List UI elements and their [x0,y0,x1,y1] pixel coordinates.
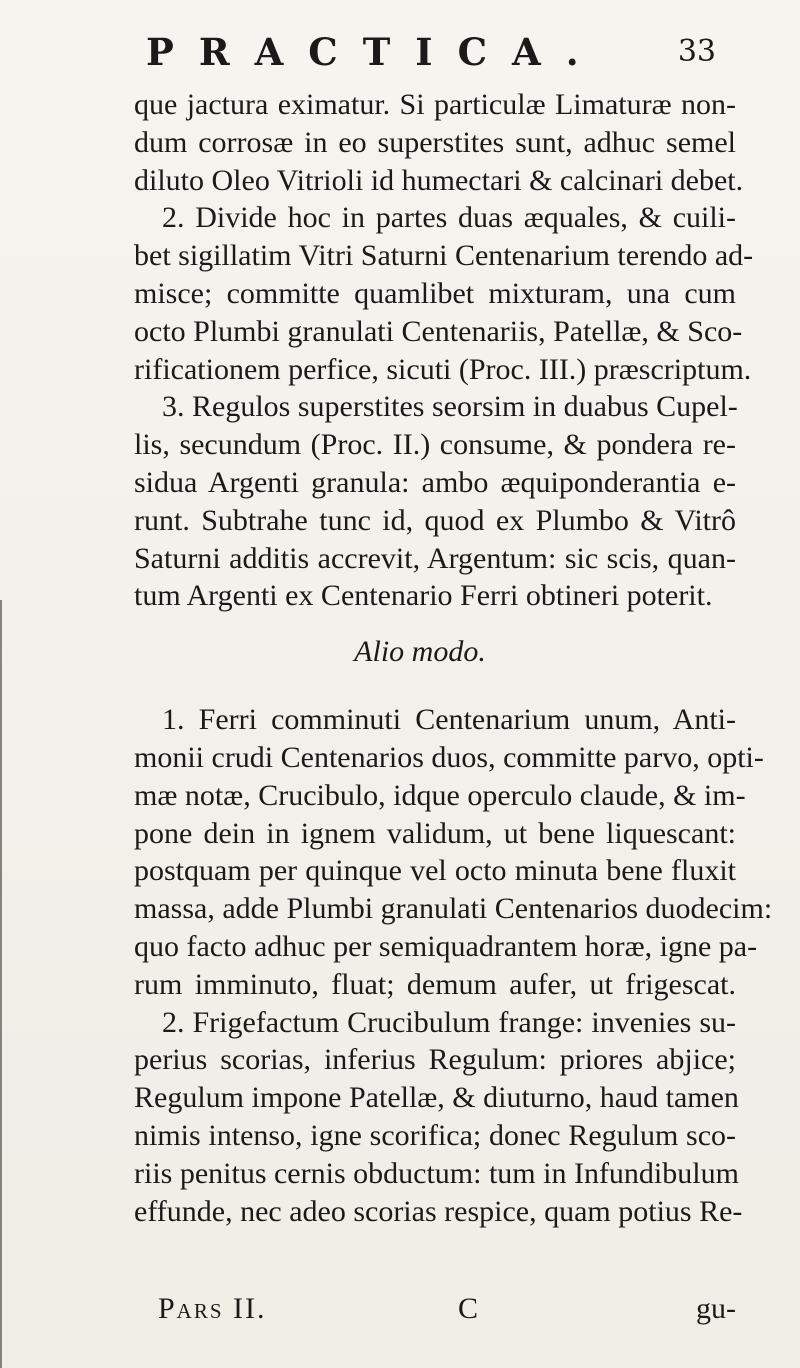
text-line: que jactura eximatur. Si particulæ Limaturæ non- [134,88,736,121]
text-line: 3. Regulos superstites seorsim in duabus Cupel- [162,390,738,424]
body-text [134,86,773,1230]
section-subheading: Alio modo. [354,635,486,669]
text-line: mæ notæ, Crucibulo, idque operculo claude, & im- [134,778,746,812]
text-line: riis penitus cernis obductum: tum in Infundibulum [134,1156,739,1190]
text-line: effunde, nec adeo scorias respice, quam potius Re- [134,1194,743,1228]
text-line: perius scorias, inferius Regulum: priores abjice; [134,1043,736,1077]
text-line: misce; committe quamlibet mixturam, una cum [134,276,736,310]
text-line: Saturni additis accrevit, Argentum: sic scis, quan- [134,541,736,575]
text-line: 2. Frigefactum Crucibulum frange: invenies su- [162,1005,736,1039]
text-line: postquam per quinque vel octo minuta bene fluxit [134,854,736,888]
text-line: quo facto adhuc per semiquadrantem horæ, igne pa- [134,929,758,963]
gathering-mark: C [458,1292,479,1325]
section-text [134,86,754,615]
text-line: rum imminuto, fluat; demum aufer, ut frigescat. [134,967,736,1001]
page-footer [134,1292,736,1332]
text-line: dum corrosæ in eo superstites sunt, adhuc semel [134,125,736,159]
text-line: bet sigillatim Vitri Saturni Centenarium terendo ad- [134,239,754,273]
page-header [146,30,716,76]
text-line: diluto Oleo Vitrioli id humectari & calcinari debet. [134,163,744,197]
section-text [134,701,773,1230]
text-line: pone dein in ignem validum, ut bene liquescant: [134,816,736,850]
text-line: 1. Ferri comminuti Centenarium unum, Anti- [162,703,736,737]
binding-edge [0,600,12,1368]
text-line: massa, adde Plumbi granulati Centenarios duodecim: [134,892,773,926]
text-line: sidua Argenti granula: ambo æquiponderantia e- [134,465,736,499]
running-title: PRACTICA. [146,30,604,74]
text-line: nimis intenso, igne scorifica; donec Regulum sco- [134,1118,736,1152]
catchword: gu- [696,1292,736,1325]
text-line: monii crudi Centenarios duos, committe parvo, opti- [134,740,764,774]
part-signature: Pars II. [158,1292,267,1325]
text-line: runt. Subtrahe tunc id, quod ex Plumbo & Vitrô [134,503,736,537]
page-number: 33 [677,34,716,69]
text-line: tum Argenti ex Centenario Ferri obtineri poterit. [134,579,713,613]
text-line: 2. Divide hoc in partes duas æquales, & cuili- [162,201,736,235]
text-line: rificationem perfice, sicuti (Proc. III.) præscriptum. [134,352,752,386]
text-line: lis, secundum (Proc. II.) consume, & pondera re- [134,428,736,462]
text-line: Regulum impone Patellæ, & diuturno, haud tamen [134,1081,739,1115]
text-line: octo Plumbi granulati Centenariis, Patellæ, & Sco- [134,314,743,348]
